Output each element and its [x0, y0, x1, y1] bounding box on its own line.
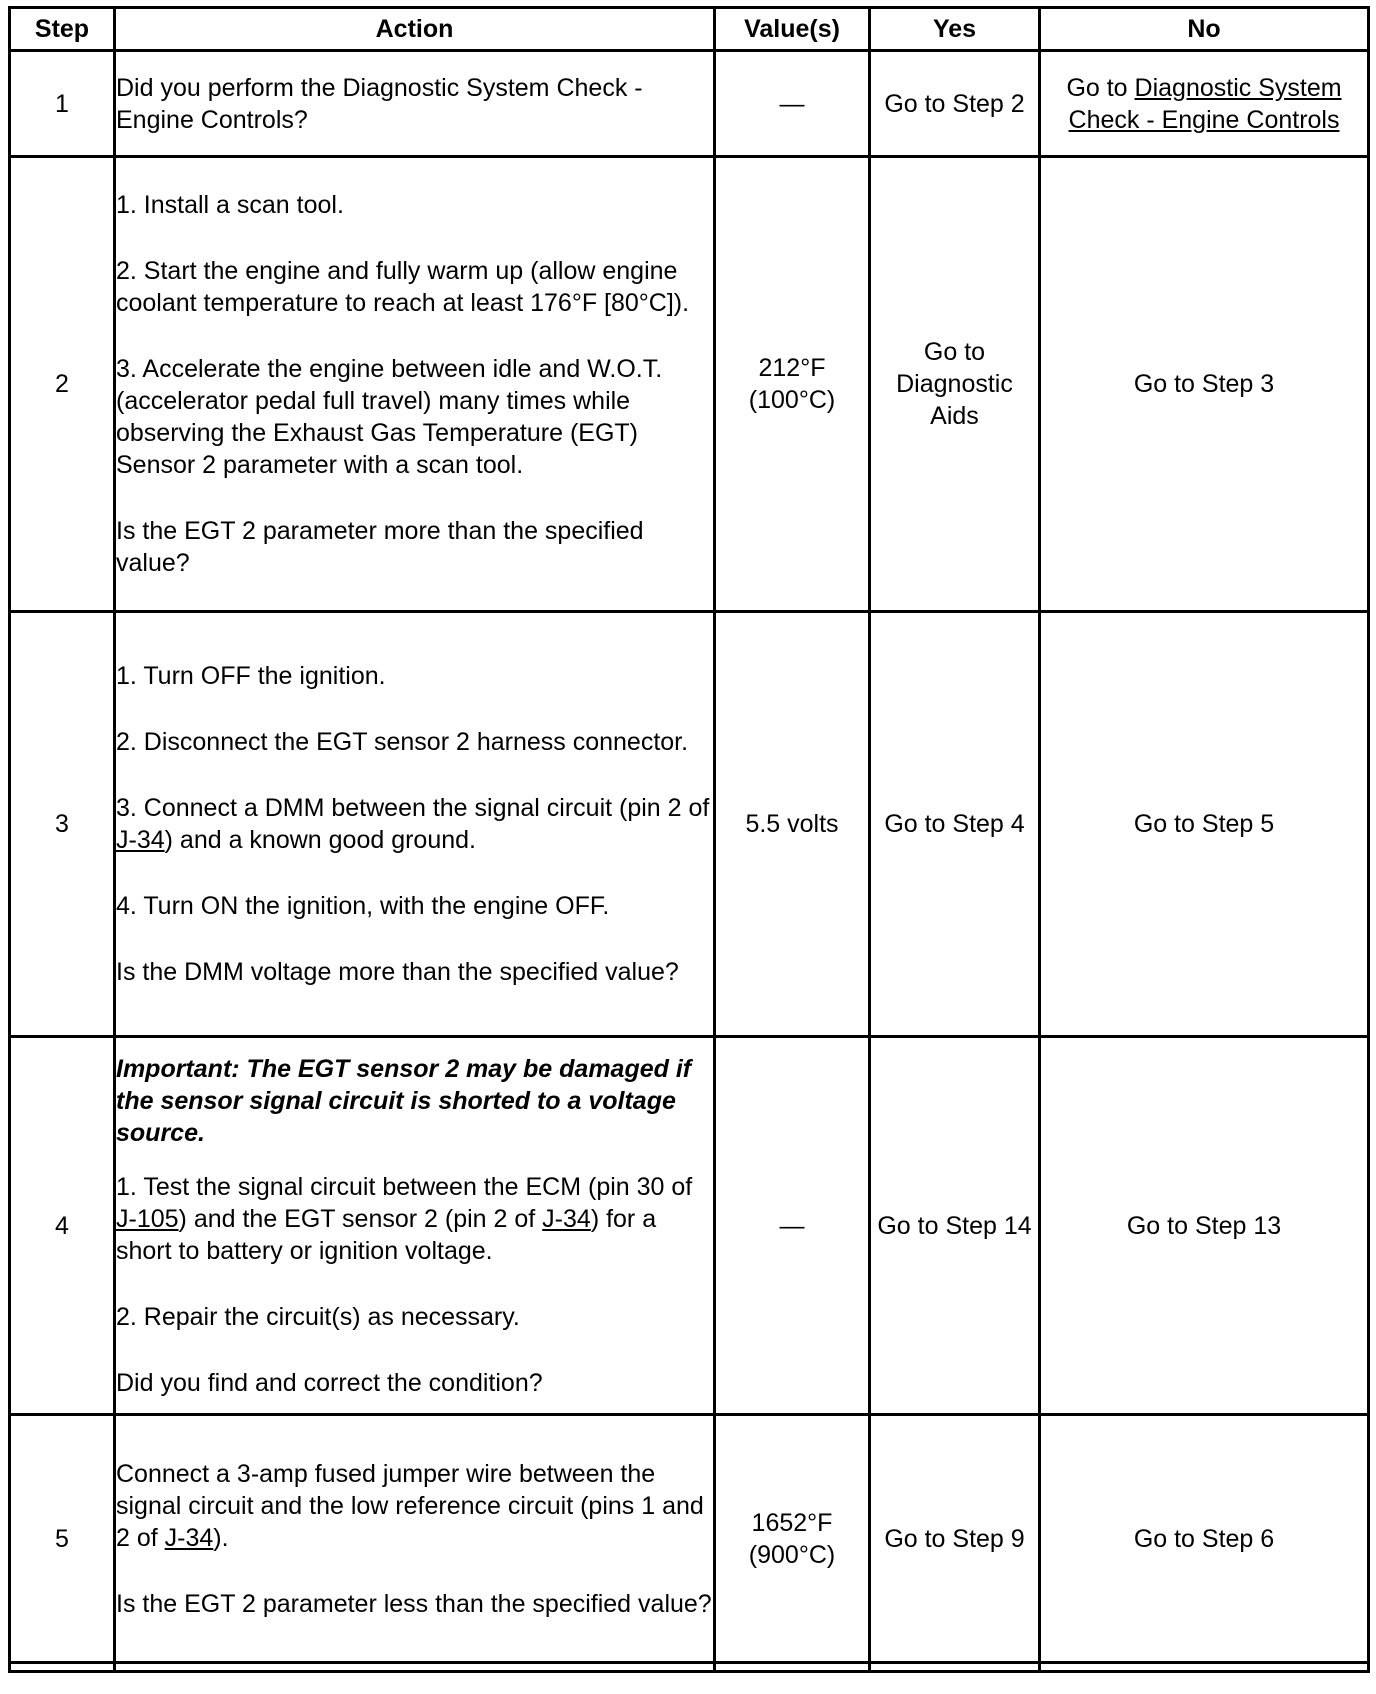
j-34-link[interactable]: J-34 [542, 1204, 591, 1233]
table-row [10, 612, 1369, 1037]
value-line: (900°C) [748, 1540, 836, 1569]
action-cell [115, 1415, 715, 1663]
action-text: 4. Turn ON the ignition, with the engine OFF. [116, 892, 610, 920]
value-cell: — [715, 51, 870, 157]
action-text: 2. Start the engine and fully warm up (allow engine coolant temperature to reach at least 176°F [80°C]). [116, 257, 690, 317]
no-cell: Go to Step 13 [1040, 1037, 1369, 1415]
action-text-part: 3. Connect a DMM between the signal circuit (pin 2 of [116, 794, 710, 822]
cut-cell [1040, 1663, 1369, 1672]
action-text [116, 792, 713, 856]
no-cell [1040, 51, 1369, 157]
step-number: 3 [10, 612, 115, 1037]
action-question: Is the EGT 2 parameter more than the specified value? [116, 517, 644, 577]
header-action: Action [115, 8, 715, 51]
table-row [10, 51, 1369, 157]
diagnostic-table [8, 6, 1370, 1673]
value-cell [715, 157, 870, 612]
action-question: Did you find and correct the condition? [116, 1368, 543, 1397]
action-cell [115, 51, 715, 157]
value-cell [715, 1415, 870, 1663]
yes-cell: Go to Step 2 [870, 51, 1040, 157]
j-105-link[interactable]: J-105 [116, 1204, 179, 1233]
step-number: 4 [10, 1037, 115, 1415]
header-no: No [1040, 8, 1369, 51]
no-prefix: Go to [1066, 73, 1135, 102]
action-text: 1. Turn OFF the ignition. [116, 662, 386, 690]
no-cell: Go to Step 6 [1040, 1415, 1369, 1663]
action-text-part: 1. Test the signal circuit between the ECM (pin 30 of [116, 1172, 693, 1201]
cut-cell [115, 1663, 715, 1672]
action-text [116, 1171, 713, 1267]
action-text: 2. Repair the circuit(s) as necessary. [116, 1302, 520, 1331]
value-line: 1652°F [751, 1508, 833, 1537]
action-text-part: ) and the EGT sensor 2 (pin 2 of [178, 1204, 543, 1233]
action-text-part: ) for a short to battery or ignition voltage. [116, 1204, 657, 1265]
action-question: Is the EGT 2 parameter less than the specified value? [116, 1589, 712, 1618]
action-text: 1. Install a scan tool. [116, 191, 344, 219]
value-line: (100°C) [748, 386, 836, 414]
cut-cell [715, 1663, 870, 1672]
value-cell: — [715, 1037, 870, 1415]
action-text [116, 1458, 713, 1554]
j-34-link[interactable]: J-34 [164, 1523, 214, 1552]
action-text: 3. Accelerate the engine between idle and W.O.T. (accelerator pedal full travel) many times while observing the Exhaust Gas Temperature (EGT) Sensor 2 parameter with a scan tool. [116, 355, 663, 479]
action-cell [115, 1037, 715, 1415]
yes-cell: Go to Step 9 [870, 1415, 1040, 1663]
value-line: 212°F [758, 354, 826, 382]
action-text-part: Connect a 3-amp fused jumper wire between the signal circuit and the low reference circuit (pins 1 and 2 of [116, 1459, 704, 1552]
action-text: Did you perform the Diagnostic System Check - Engine Controls? [116, 73, 643, 134]
header-yes: Yes [870, 8, 1040, 51]
step-number: 5 [10, 1415, 115, 1663]
action-text: 2. Disconnect the EGT sensor 2 harness connector. [116, 728, 689, 756]
cut-cell [10, 1663, 115, 1672]
header-step: Step [10, 8, 115, 51]
action-question: Is the DMM voltage more than the specified value? [116, 958, 679, 986]
table-row [10, 157, 1369, 612]
table-row-cut [10, 1663, 1369, 1672]
diagnostic-system-check-link[interactable]: Diagnostic System Check - Engine Controls [1068, 73, 1342, 134]
action-cell [115, 612, 715, 1037]
yes-cell: Go to Diagnostic Aids [870, 157, 1040, 612]
action-text-part: ). [213, 1523, 229, 1552]
no-cell: Go to Step 5 [1040, 612, 1369, 1037]
header-values: Value(s) [715, 8, 870, 51]
table-row [10, 1037, 1369, 1415]
action-text-part: ) and a known good ground. [164, 826, 476, 854]
yes-cell: Go to Step 4 [870, 612, 1040, 1037]
j-34-link[interactable]: J-34 [116, 826, 165, 854]
no-cell: Go to Step 3 [1040, 157, 1369, 612]
value-cell: 5.5 volts [715, 612, 870, 1037]
important-note: Important: The EGT sensor 2 may be damaged if the sensor signal circuit is shorted to a voltage source. [116, 1054, 692, 1147]
step-number: 2 [10, 157, 115, 612]
action-cell [115, 157, 715, 612]
step-number: 1 [10, 51, 115, 157]
cut-cell [870, 1663, 1040, 1672]
table-row [10, 1415, 1369, 1663]
header-row [10, 8, 1369, 51]
yes-cell: Go to Step 14 [870, 1037, 1040, 1415]
